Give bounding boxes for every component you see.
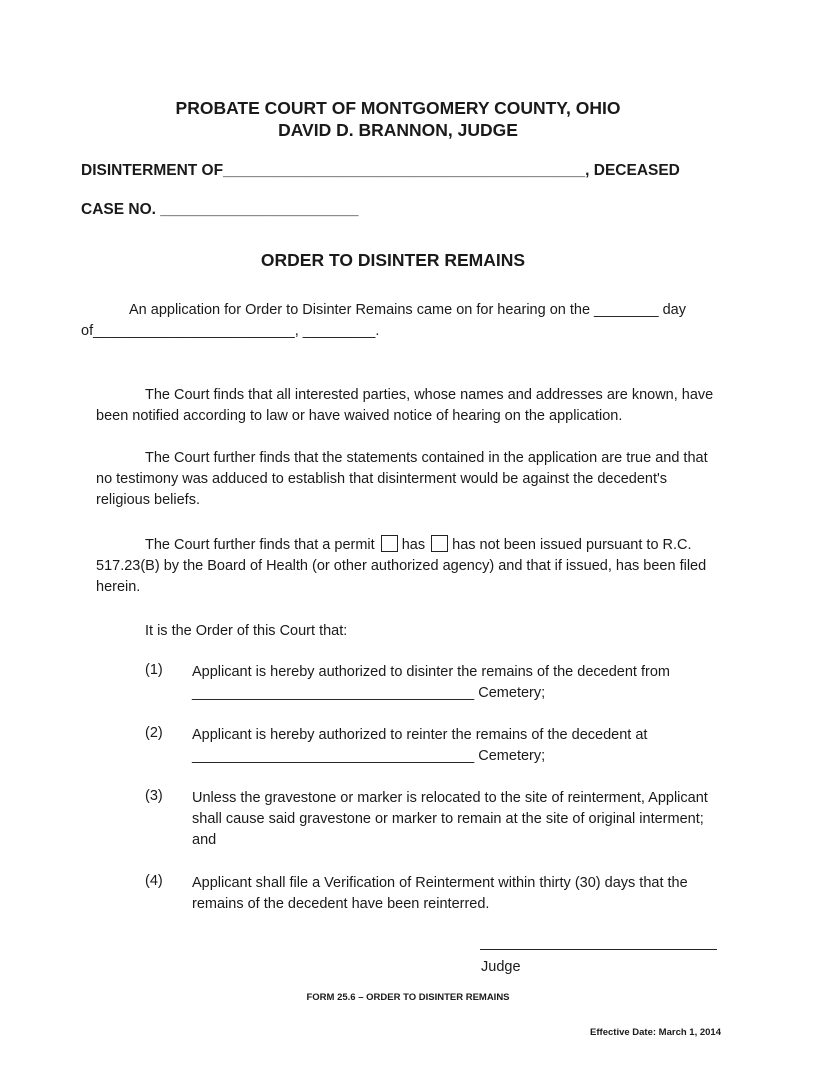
order-item-4 (192, 873, 688, 915)
order-2-line-1: Applicant is hereby authorized to reinter the remains of the decedent at (192, 727, 648, 743)
order-1-line-1: Applicant is hereby authorized to disinter the remains of the decedent from (192, 664, 670, 680)
disinter-cemetery-field: ___________________________________ Cemetery; (192, 685, 546, 701)
effective-date: Effective Date: March 1, 2014 (590, 1027, 721, 1038)
finding3-line-2: 517.23(B) by the Board of Health (or other authorized agency) and that if issued, has been filed (96, 558, 707, 574)
finding2-line-3: religious beliefs. (96, 492, 200, 508)
permit-has-not-label: has not been issued pursuant to R.C. (452, 537, 692, 553)
signature-label: Judge (481, 959, 521, 975)
judge-name: DAVID D. BRANNON, JUDGE (278, 120, 518, 140)
order-item-1 (192, 662, 670, 704)
finding2-line-2: no testimony was adduced to establish that disinterment would be against the decedent's (96, 471, 668, 487)
permit-has-not-checkbox[interactable] (431, 535, 448, 552)
document-title: ORDER TO DISINTER REMAINS (260, 250, 526, 270)
finding3-line-3: herein. (96, 579, 141, 595)
order-3-line-1: Unless the gravestone or marker is relocated to the site of reinterment, Applicant (192, 790, 708, 806)
order-3-line-2: shall cause said gravestone or marker to remain at the site of original interment; (192, 811, 704, 827)
permit-has-checkbox[interactable] (381, 535, 398, 552)
order-item-2 (192, 725, 647, 767)
court-name: PROBATE COURT OF MONTGOMERY COUNTY, OHIO (175, 98, 621, 118)
judge-signature-line (480, 949, 717, 950)
order-4-line-2: remains of the decedent have been reinterred. (192, 896, 490, 912)
order-3-line-3: and (192, 832, 217, 848)
order-item-3 (192, 788, 708, 851)
order-number-2: (2) (145, 725, 163, 741)
order-4-line-1: Applicant shall file a Verification of Reinterment within thirty (30) days that the (192, 875, 688, 891)
permit-has-label: has (401, 537, 426, 553)
finding2-line-1: The Court further finds that the statements contained in the application are true and that (145, 450, 708, 466)
application-line-1: An application for Order to Disinter Remains came on for hearing on the ________ day (129, 302, 686, 318)
order-intro: It is the Order of this Court that: (145, 623, 348, 639)
form-footer: FORM 25.6 – ORDER TO DISINTER REMAINS (306, 992, 510, 1003)
finding1-line-1: The Court finds that all interested parties, whose names and addresses are known, have (145, 387, 714, 403)
disinterment-line: DISINTERMENT OF__________________________________________, DECEASED (81, 162, 680, 179)
order-number-4: (4) (145, 873, 163, 889)
finding1-line-2: been notified according to law or have waived notice of hearing on the application. (96, 408, 623, 424)
finding3-line-1 (145, 535, 692, 556)
permit-text: The Court further finds that a permit (145, 537, 375, 553)
court-heading (0, 97, 796, 141)
application-line-2: of_________________________, _________. (81, 323, 380, 339)
reinter-cemetery-field: ___________________________________ Cemetery; (192, 748, 546, 764)
order-number-1: (1) (145, 662, 163, 678)
order-number-3: (3) (145, 788, 163, 804)
case-number-line: CASE NO. _______________________ (81, 201, 359, 218)
